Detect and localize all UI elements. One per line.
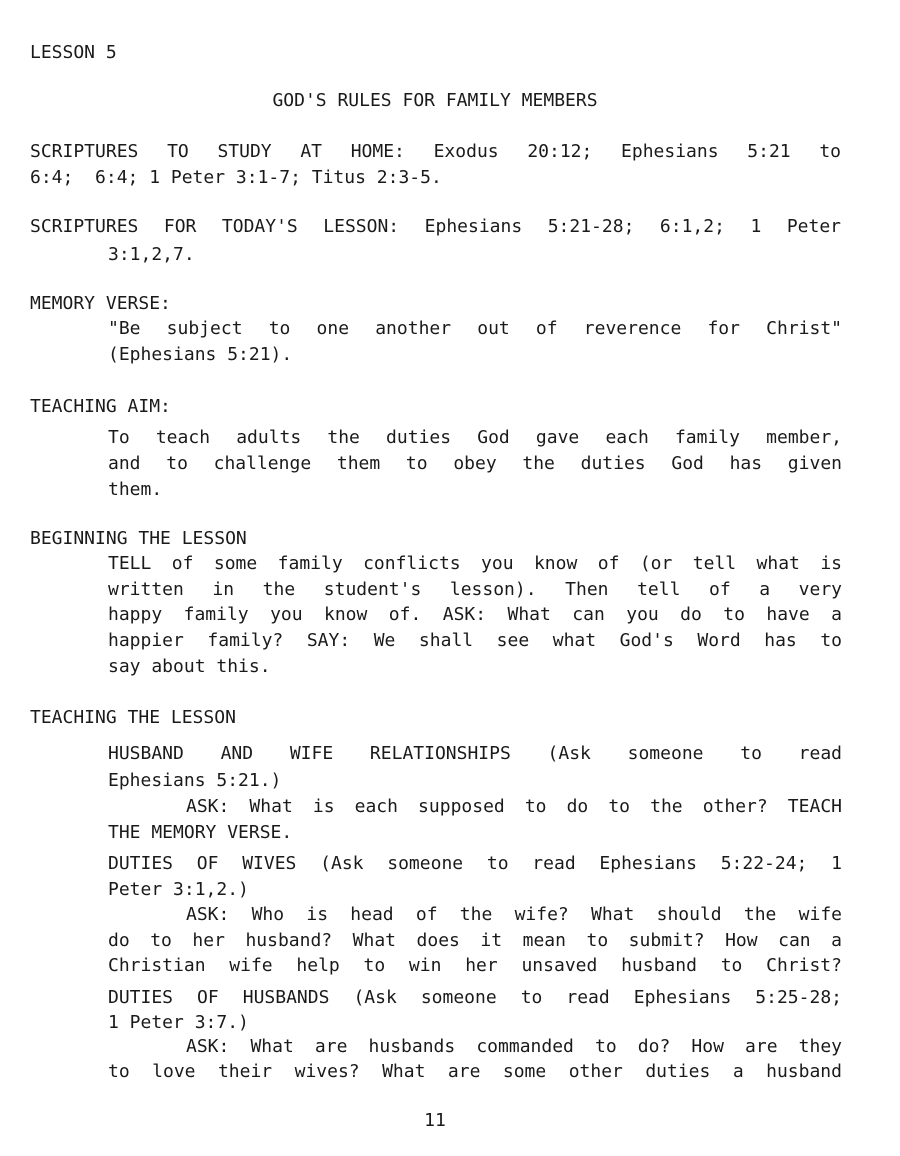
beginning-line-4: happier family? SAY: We shall see what God's Word has to [108,630,842,651]
teaching-aim-heading: TEACHING AIM: [30,396,171,417]
beginning-line-2: written in the student's lesson). Then tell of a very [108,579,842,600]
beginning-heading: BEGINNING THE LESSON [30,528,247,549]
scriptures-today-line-2: 3:1,2,7. [108,244,195,265]
wives-line-4: do to her husband? What does it mean to submit? How can a [108,930,842,951]
beginning-line-5: say about this. [108,656,271,677]
husband-wife-line-3: ASK: What is each supposed to do to the other? TEACH [186,796,842,817]
teaching-aim-line-2: and to challenge them to obey the duties God has given [108,453,842,474]
husband-wife-line-4: THE MEMORY VERSE. [108,822,293,843]
memory-verse-line-1: "Be subject to one another out of reverence for Christ" [108,318,842,339]
memory-verse-heading: MEMORY VERSE: [30,293,171,314]
husbands-line-4: to love their wives? What are some other duties a husband [108,1061,842,1082]
scriptures-today-line-1: SCRIPTURES FOR TODAY'S LESSON: Ephesians 5:21-28; 6:1,2; 1 Peter [30,216,841,237]
beginning-line-3: happy family you know of. ASK: What can you do to have a [108,604,842,625]
scriptures-home-line-1: SCRIPTURES TO STUDY AT HOME: Exodus 20:12; Ephesians 5:21 to [30,141,841,162]
wives-line-1: DUTIES OF WIVES (Ask someone to read Ephesians 5:22-24; 1 [108,853,842,874]
teaching-aim-line-1: To teach adults the duties God gave each family member, [108,427,842,448]
husbands-line-3: ASK: What are husbands commanded to do? How are they [186,1036,842,1057]
memory-verse-line-2: (Ephesians 5:21). [108,344,293,365]
wives-line-2: Peter 3:1,2.) [108,879,249,900]
husbands-line-2: 1 Peter 3:7.) [108,1012,249,1033]
lesson-label: LESSON 5 [30,42,117,63]
scriptures-home-line-2: 6:4; 6:4; 1 Peter 3:1-7; Titus 2:3-5. [30,167,442,188]
teaching-heading: TEACHING THE LESSON [30,707,236,728]
husband-wife-line-1: HUSBAND AND WIFE RELATIONSHIPS (Ask someone to read [108,743,842,764]
page-number: 11 [424,1110,446,1131]
husbands-line-1: DUTIES OF HUSBANDS (Ask someone to read Ephesians 5:25-28; [108,987,842,1008]
wives-line-3: ASK: Who is head of the wife? What should the wife [186,904,842,925]
page-title: GOD'S RULES FOR FAMILY MEMBERS [272,90,598,111]
husband-wife-line-2: Ephesians 5:21.) [108,770,282,791]
teaching-aim-line-3: them. [108,479,163,500]
wives-line-5: Christian wife help to win her unsaved husband to Christ? [108,955,842,976]
beginning-line-1: TELL of some family conflicts you know of (or tell what is [108,553,842,574]
